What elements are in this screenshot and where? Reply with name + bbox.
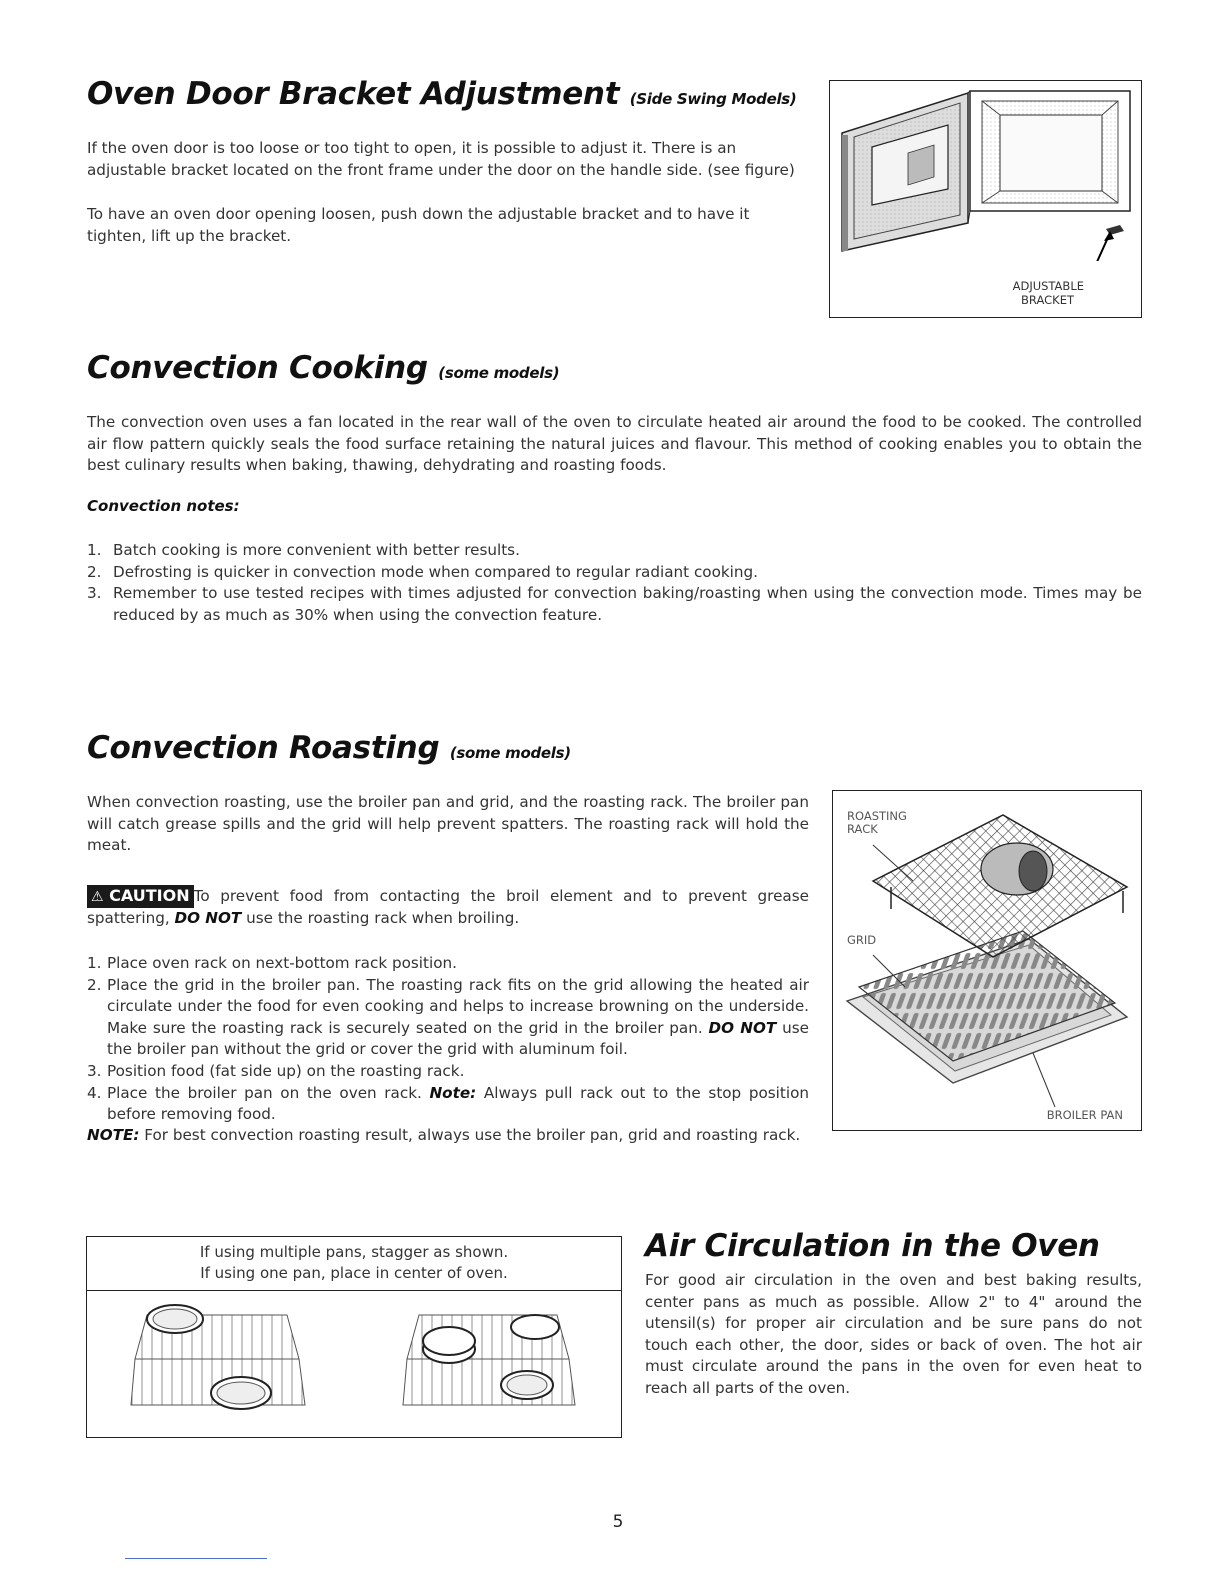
- door-subtitle: (Side Swing Models): [629, 90, 797, 108]
- roasting-rack-label: ROASTING RACK: [847, 809, 907, 836]
- convection-roasting-title: [87, 730, 571, 766]
- oven-door-figure: [829, 80, 1142, 318]
- air-circulation-title: Air Circulation in the Oven: [645, 1228, 1100, 1264]
- pan-placement-illustration: [87, 1293, 619, 1437]
- pan-caption-line2: If using one pan, place in center of oven.: [200, 1264, 508, 1282]
- broiler-pan-illustration: [833, 791, 1139, 1127]
- convection-notes-heading: Convection notes:: [87, 497, 240, 515]
- pan-placement-caption: [87, 1237, 621, 1291]
- list-item: 2. Defrosting is quicker in convection mode when compared to regular radiant cooking.: [87, 562, 758, 581]
- list-item: 3. Position food (fat side up) on the roasting rack.: [87, 1061, 465, 1080]
- grid-label: GRID: [847, 933, 877, 947]
- adjustable-bracket-label: [830, 279, 1120, 307]
- list-item: 3. Remember to use tested recipes with times adjusted for convection baking/roasting when using the convection mode. Times may be reduced by as much as 30% when using the convection feature.: [87, 584, 1142, 624]
- convection-roasting-intro: When convection roasting, use the broiler pan and grid, and the roasting rack. The broiler pan will catch grease spills and the grid will help prevent spatters. The roasting rack will hold the meat.: [87, 793, 809, 854]
- oven-door-illustration: [830, 81, 1140, 261]
- roasting-note: NOTE: For best convection roasting result, always use the broiler pan, grid and roasting rack.: [87, 1126, 801, 1144]
- door-paragraph-1: If the oven door is too loose or too tight to open, it is possible to adjust it. There is an adjustable bracket located on the front frame under the door on the handle side. (see figure): [87, 139, 795, 179]
- caution-badge: ⚠ CAUTION: [87, 885, 194, 908]
- bracket-label-line2: BRACKET: [1021, 293, 1074, 307]
- roasting-steps-list: [87, 953, 809, 1126]
- convection-cooking-title-text: Convection Cooking: [87, 350, 428, 386]
- pan-placement-figure: [86, 1236, 622, 1438]
- caution-paragraph: ⚠ CAUTION To prevent food from contacting the broil element and to prevent grease spattering, DO NOT use the roasting rack when broiling.: [87, 886, 809, 927]
- broiler-pan-label: BROILER PAN: [1046, 1108, 1123, 1122]
- list-item: 1. Batch cooking is more convenient with better results.: [87, 541, 520, 559]
- list-item: 4. Place the broiler pan on the oven rack. Note: Always pull rack out to the stop position before removing food.: [87, 1083, 809, 1124]
- convection-cooking-paragraph: The convection oven uses a fan located in the rear wall of the oven to circulate heated air around the food to be cooked. The controlled air flow pattern quickly seals the food surface retaining the natural juices and flavour. This method of cooking enables you to obtain the best culinary results when baking, thawing, dehydrating and roasting foods.: [87, 413, 1142, 474]
- convection-notes-list: [87, 540, 1142, 626]
- convection-roasting-subtitle: (some models): [449, 744, 571, 762]
- broiler-pan-figure: [832, 790, 1142, 1131]
- convection-roasting-title-text: Convection Roasting: [87, 730, 440, 766]
- door-title-text: Oven Door Bracket Adjustment: [87, 76, 620, 112]
- list-item: 1. Place oven rack on next-bottom rack position.: [87, 954, 457, 972]
- convection-cooking-subtitle: (some models): [438, 364, 560, 382]
- convection-cooking-title: [87, 350, 559, 386]
- pan-caption-line1: If using multiple pans, stagger as shown.: [199, 1243, 509, 1261]
- door-paragraph-2: To have an oven door opening loosen, push down the adjustable bracket and to have it tighten, lift up the bracket.: [87, 205, 750, 245]
- air-circulation-paragraph: For good air circulation in the oven and best baking results, center pans as much as possible. Allow 2" to 4" around the utensil(s) for proper air circulation and be sure pans do not touch each other, the door, sides or back of oven. The hot air must circulate around the pans in the oven for even heat to reach all parts of the oven.: [645, 1271, 1142, 1397]
- footer-rule: [125, 1558, 267, 1559]
- warning-icon: ⚠: [91, 889, 104, 905]
- door-section-title: [87, 76, 796, 112]
- list-item: 2. Place the grid in the broiler pan. The roasting rack fits on the grid allowing the heated air circulate under the food for even cooking and helps to increase browning on the underside. Make sure the roasting rack is securely seated on the grid in the broiler pan. DO NOT use the broiler pan without the grid or cover the grid with aluminum foil.: [87, 975, 809, 1059]
- page-number: 5: [612, 1512, 624, 1532]
- bracket-label-line1: ADJUSTABLE: [1012, 279, 1084, 293]
